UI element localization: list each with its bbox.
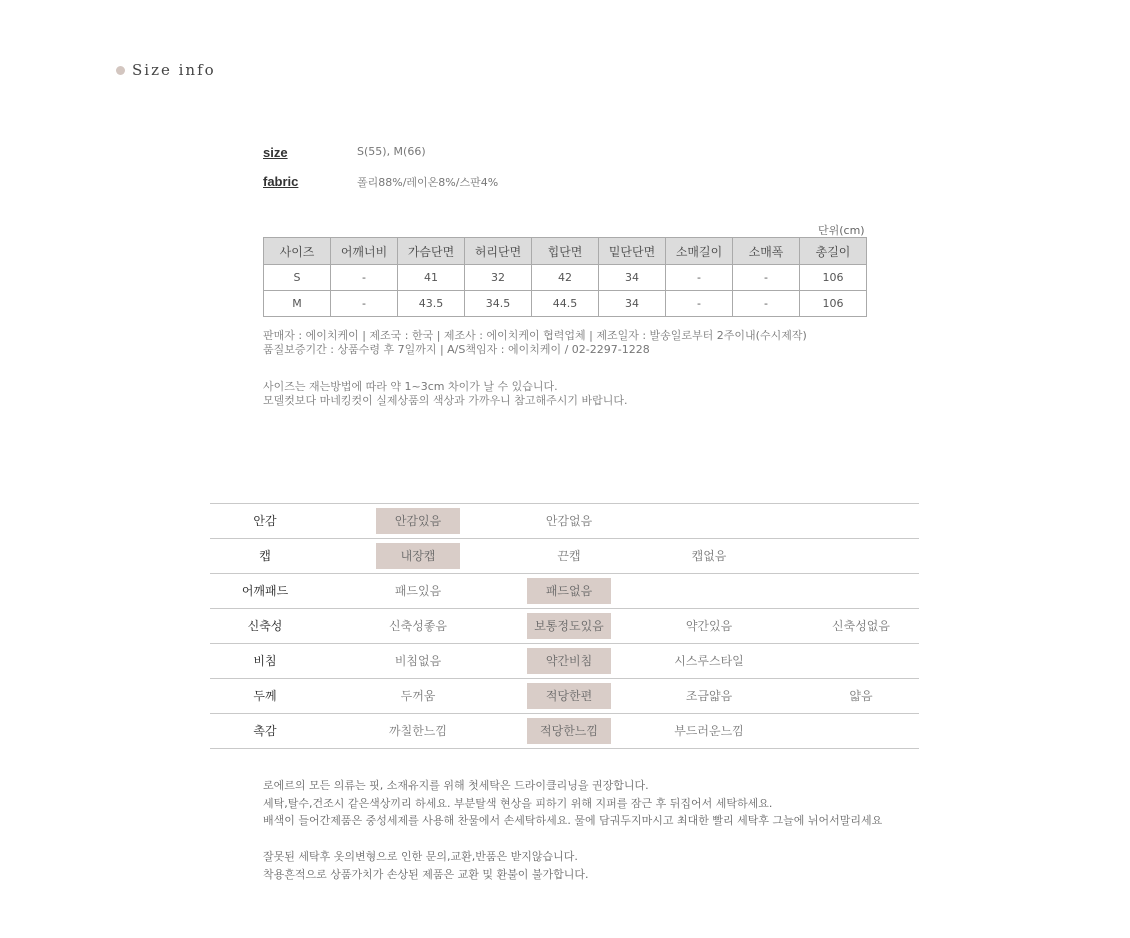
- attribute-row-lining: [210, 504, 919, 539]
- attribute-option: 적당한느낌: [527, 718, 611, 744]
- attribute-option: 보통정도있음: [527, 613, 611, 639]
- column-header: 사이즈: [264, 238, 331, 265]
- care-notes: [263, 777, 882, 883]
- column-header: 소매폭: [733, 238, 800, 265]
- column-header: 밑단단면: [599, 238, 666, 265]
- table-cell: 34: [599, 265, 666, 291]
- attribute-option: 패드있음: [394, 584, 442, 598]
- section-title: Size info: [132, 61, 216, 79]
- table-cell: S: [264, 265, 331, 291]
- attribute-label: 어깨패드: [241, 584, 289, 598]
- attribute-row-thickness: [210, 679, 919, 714]
- table-cell: -: [331, 265, 398, 291]
- care-spacer: [263, 830, 882, 848]
- attribute-option: 비침없음: [394, 654, 442, 668]
- attribute-option: 조금얇음: [685, 689, 733, 703]
- table-header-row: [264, 238, 867, 265]
- attribute-option: 두꺼움: [400, 689, 436, 703]
- attribute-label: 캡: [259, 549, 271, 563]
- column-header: 힙단면: [532, 238, 599, 265]
- attribute-option: 캡없음: [691, 549, 727, 563]
- attribute-option: 부드러운느낌: [674, 724, 744, 738]
- care-note: 배색이 들어간제품은 중성세제를 사용해 찬물에서 손세탁하세요. 물에 담궈두지마시고 최대한 빨리 세탁후 그늘에 뉘어서말리세요: [263, 814, 883, 828]
- table-cell: 42: [532, 265, 599, 291]
- fabric-label: fabric: [263, 174, 299, 189]
- attribute-option: 신축성없음: [832, 619, 890, 633]
- care-note: 세탁,탈수,건조시 같은색상끼리 하세요. 부분탈색 현상을 피하기 위해 지퍼를 잠근 후 뒤집어서 세탁하세요.: [263, 796, 773, 810]
- table-cell: 34.5: [465, 291, 532, 317]
- attribute-option: 약간비침: [527, 648, 611, 674]
- attribute-row-sheerness: [210, 644, 919, 679]
- care-note: 착용흔적으로 상품가치가 손상된 제품은 교환 및 환불이 불가합니다.: [263, 867, 589, 881]
- table-cell: 43.5: [398, 291, 465, 317]
- table-cell: -: [666, 265, 733, 291]
- table-cell: -: [733, 265, 800, 291]
- size-note: 사이즈는 재는방법에 따라 약 1~3cm 차이가 날 수 있습니다.: [263, 380, 558, 393]
- table-cell: 106: [800, 291, 867, 317]
- attribute-option: 안감있음: [376, 508, 460, 534]
- seller-note: 품질보증기간 : 상품수령 후 7일까지 | A/S책임자 : 에이치케이 / 02-2297-1228: [263, 343, 650, 356]
- attribute-option: 내장캡: [376, 543, 460, 569]
- column-header: 어깨너비: [331, 238, 398, 265]
- attribute-option: 시스루스타일: [674, 654, 744, 668]
- table-row: [264, 291, 867, 317]
- table-cell: -: [331, 291, 398, 317]
- attribute-label: 두께: [253, 689, 277, 703]
- attribute-option: 끈캡: [557, 549, 581, 563]
- attribute-row-texture: [210, 714, 919, 749]
- attribute-row-cap: [210, 539, 919, 574]
- table-cell: 41: [398, 265, 465, 291]
- attribute-option: 약간있음: [685, 619, 733, 633]
- attribute-option: 신축성좋음: [389, 619, 447, 633]
- table-cell: 34: [599, 291, 666, 317]
- size-value: S(55), M(66): [357, 145, 426, 158]
- attribute-option: 까칠한느낌: [389, 724, 447, 738]
- size-table: [263, 237, 867, 317]
- column-header: 가슴단면: [398, 238, 465, 265]
- attribute-label: 신축성: [247, 619, 283, 633]
- attribute-option: 적당한편: [527, 683, 611, 709]
- bullet-dot-icon: [116, 66, 125, 75]
- size-label: size: [263, 145, 288, 160]
- column-header: 소매길이: [666, 238, 733, 265]
- care-note: 로에르의 모든 의류는 핏, 소재유지를 위해 첫세탁은 드라이클리닝을 권장합니다.: [263, 779, 649, 792]
- fabric-value: 폴리88%/레이온8%/스판4%: [357, 176, 499, 189]
- table-cell: 44.5: [532, 291, 599, 317]
- section-header: [116, 60, 216, 80]
- table-cell: 32: [465, 265, 532, 291]
- attribute-option: 얇음: [849, 689, 873, 703]
- attribute-row-shoulder-pad: [210, 574, 919, 609]
- care-note: 잘못된 세탁후 옷의변형으로 인한 문의,교환,반품은 받지않습니다.: [263, 849, 578, 863]
- column-header: 총길이: [800, 238, 867, 265]
- column-header: 허리단면: [465, 238, 532, 265]
- table-cell: -: [733, 291, 800, 317]
- unit-label: 단위(cm): [818, 224, 865, 237]
- table-cell: -: [666, 291, 733, 317]
- attribute-row-stretch: [210, 609, 919, 644]
- attribute-label: 비침: [253, 654, 277, 668]
- table-cell: M: [264, 291, 331, 317]
- size-note: 모델컷보다 마네킹컷이 실제상품의 색상과 가까우니 참고해주시기 바랍니다.: [263, 394, 628, 407]
- attribute-option: 패드없음: [527, 578, 611, 604]
- table-row: [264, 265, 867, 291]
- attribute-label: 촉감: [253, 724, 277, 738]
- seller-note: 판매자 : 에이치케이 | 제조국 : 한국 | 제조사 : 에이치케이 협력업체 | 제조일자 : 발송일로부터 2주이내(수시제작): [263, 329, 807, 342]
- attribute-table: [210, 503, 919, 749]
- attribute-option: 안감없음: [545, 514, 593, 528]
- table-cell: 106: [800, 265, 867, 291]
- attribute-label: 안감: [253, 514, 277, 528]
